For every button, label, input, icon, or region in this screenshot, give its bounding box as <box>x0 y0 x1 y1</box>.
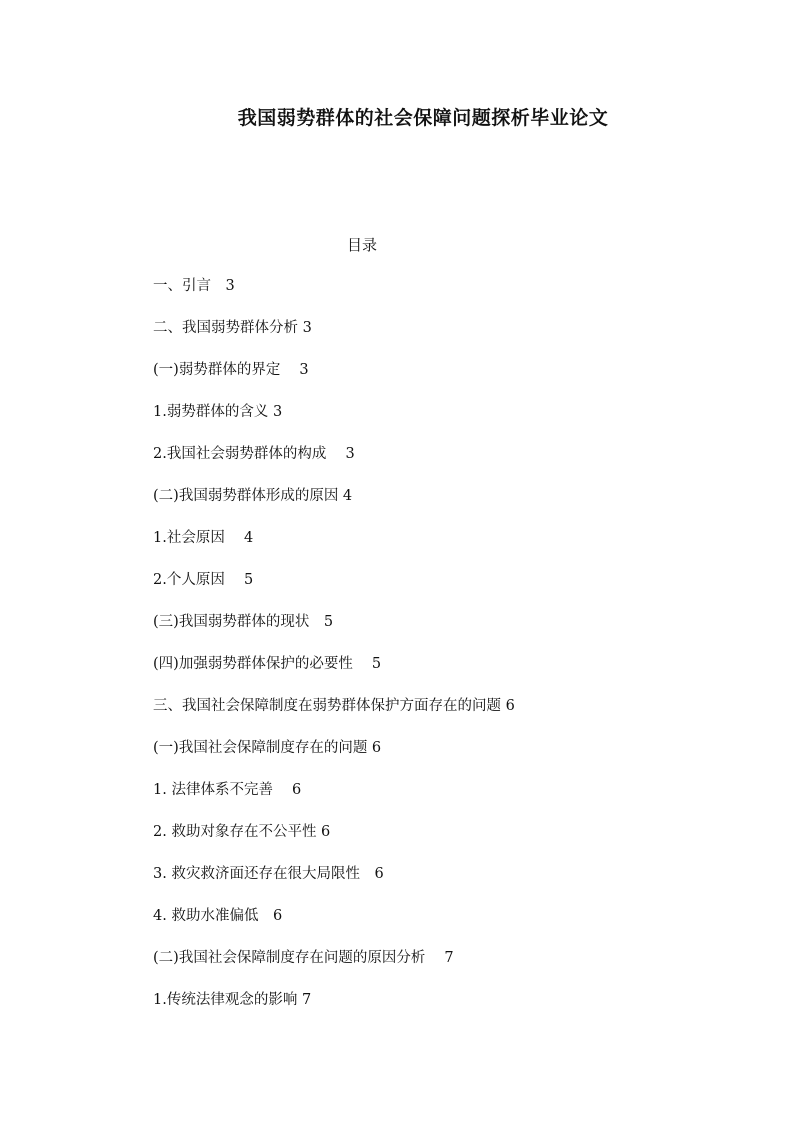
toc-entry-3-1: (一)我国社会保障制度存在的问题 6 <box>153 740 382 756</box>
toc-entry-2-1-2: 2.我国社会弱势群体的构成 3 <box>153 446 355 462</box>
toc-entry-2-2: (二)我国弱势群体形成的原因 4 <box>153 488 353 504</box>
toc-entry-2-3: (三)我国弱势群体的现状 5 <box>153 614 334 630</box>
toc-entry-intro: 一、引言 3 <box>153 278 235 294</box>
toc-entry-3-1-4: 4. 救助水准偏低 6 <box>153 908 283 924</box>
table-of-contents <box>153 276 515 1032</box>
toc-entry-2-1: (一)弱势群体的界定 3 <box>153 362 309 378</box>
toc-entry-2-2-2: 2.个人原因 5 <box>153 572 254 588</box>
toc-entry-section-2: 二、我国弱势群体分析 3 <box>153 320 312 336</box>
toc-entry-section-3: 三、我国社会保障制度在弱势群体保护方面存在的问题 6 <box>153 698 515 714</box>
toc-heading: 目录 <box>346 236 377 254</box>
toc-entry-2-4: (四)加强弱势群体保护的必要性 5 <box>153 656 382 672</box>
toc-entry-3-2: (二)我国社会保障制度存在问题的原因分析 7 <box>153 950 454 966</box>
toc-entry-2-1-1: 1.弱势群体的含义 3 <box>153 404 283 420</box>
document-title: 我国弱势群体的社会保障问题探析毕业论文 <box>237 107 609 129</box>
toc-entry-3-2-1: 1.传统法律观念的影响 7 <box>153 992 312 1008</box>
toc-entry-2-2-1: 1.社会原因 4 <box>153 530 254 546</box>
toc-entry-3-1-3: 3. 救灾救济面还存在很大局限性 6 <box>153 866 384 882</box>
toc-entry-3-1-1: 1. 法律体系不完善 6 <box>153 782 302 798</box>
toc-entry-3-1-2: 2. 救助对象存在不公平性 6 <box>153 824 331 840</box>
